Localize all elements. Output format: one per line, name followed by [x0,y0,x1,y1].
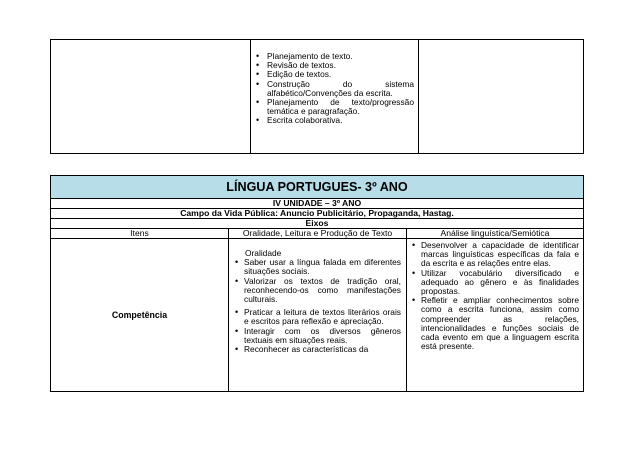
table-title: LÍNGUA PORTUGUES- 3º ANO [51,176,584,199]
row-label-competence: Competência [51,239,229,392]
list-item: • Desenvolver a capacidade de identificar marcas linguísticas específicas da fala e da escrita e as relações entre elas. [411,241,579,269]
top-table-cell-list [251,40,419,154]
column-header-linguistic-analysis: Análise linguística/Semiótica [407,229,584,239]
column-header-items: Itens [51,229,229,239]
top-table-continuation [50,39,584,154]
top-table-cell-empty-left [51,40,251,154]
top-table-cell-empty-right [419,40,584,154]
list-item: • Revisão de textos. [256,61,414,70]
list-item: • Utilizar vocabulário diversificado e adequado ao gênero e às finalidades propostas. [411,269,579,297]
orality-heading: Oralidade [245,248,282,258]
list-item: • Refletir e ampliar conhecimentos sobre como a escrita funciona, assim como compreender as relações, intencionalidades e funções sociais de cada evento em que a linguagem escrita está presente. [411,296,579,351]
list-item: • Escrita colaborativa. [256,116,414,125]
unit-header: IV UNIDADE – 3º ANO [51,199,584,209]
axes-header: Eixos [51,219,584,229]
column-header-orality: Oralidade, Leitura e Produção de Texto [229,229,407,239]
list-item: • Reconhecer as características da [234,345,401,354]
linguistic-analysis-list [411,241,579,351]
list-item: • Praticar a leitura de textos literários orais e escritos para reflexão e apreciação. [234,308,401,326]
list-item: • Interagir com os diversos gêneros textuais em situações reais. [234,327,401,345]
field-header: Campo da Vida Pública: Anuncio Publicitário, Propaganda, Hastag. [51,209,584,219]
orality-list [234,258,401,354]
list-item: • Planejamento de texto. [256,52,414,61]
orality-cell [229,239,407,392]
linguistic-analysis-cell [407,239,584,392]
list-item: • Planejamento de texto/progressão temática e paragrafação. [256,98,414,116]
list-item: • Valorizar os textos de tradição oral, reconhecendo-os como manifestações culturais. [234,277,401,305]
writing-skills-list [251,40,418,126]
list-item: • Edição de textos. [256,70,414,79]
curriculum-table [50,175,584,392]
list-item: • Saber usar a língua falada em diferentes situações sociais. [234,258,401,276]
list-item: • Construção do sistema alfabético/Convenções da escrita. [256,80,414,98]
